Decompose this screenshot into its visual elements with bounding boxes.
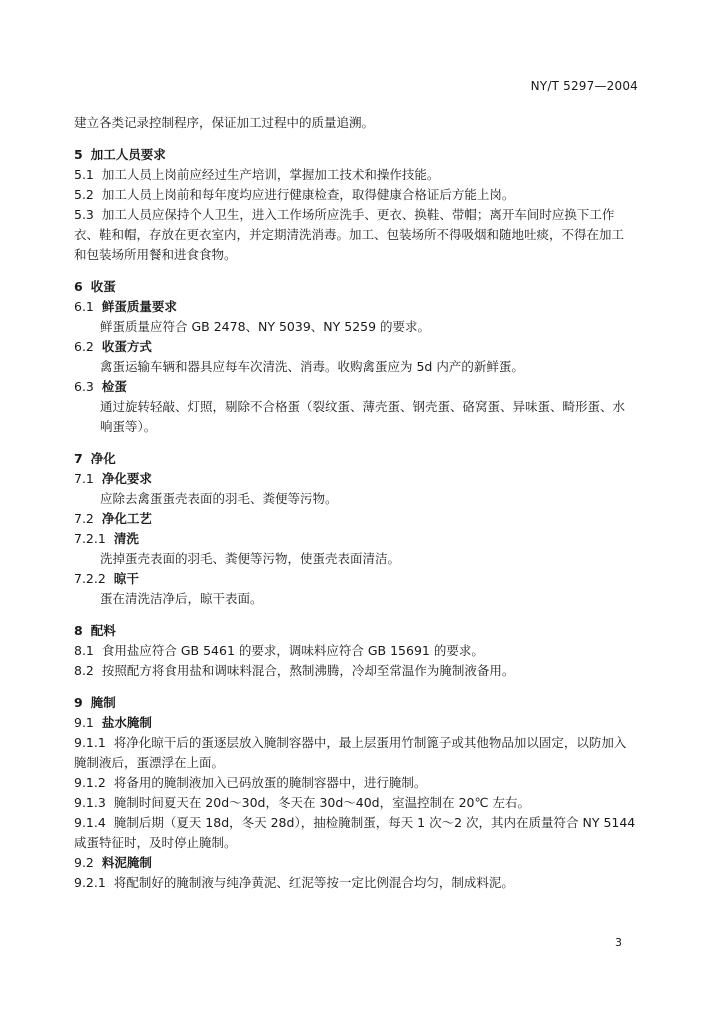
clause-paragraph xyxy=(74,773,636,793)
section-number: 5 xyxy=(74,147,83,162)
clause-text: 加工人员上岗前应经过生产培训，掌握加工技术和操作技能。 xyxy=(101,167,440,182)
body-paragraph xyxy=(74,357,636,377)
clause-number: 5.3 xyxy=(74,207,94,222)
body-paragraph xyxy=(74,397,636,437)
clause-number: 9.1.4 xyxy=(74,815,106,830)
clause-text: 按照配方将食用盐和调味料混合，熬制沸腾，冷却至常温作为腌制液备用。 xyxy=(101,663,515,678)
subsection-title: 料泥腌制 xyxy=(101,855,152,870)
page-number: 3 xyxy=(615,936,622,949)
paragraph-text: 禽蛋运输车辆和器具应每车次清洗、消毒。收购禽蛋应为 5d 内产的新鲜蛋。 xyxy=(100,359,524,374)
clause-number: 9.1.1 xyxy=(74,735,106,750)
section-heading xyxy=(74,277,636,297)
paragraph-text: 建立各类记录控制程序，保证加工过程中的质量追溯。 xyxy=(74,115,375,130)
clause-paragraph xyxy=(74,205,636,265)
subsection-heading xyxy=(74,853,636,873)
section-number: 8 xyxy=(74,623,83,638)
subsection-number: 9.2 xyxy=(74,855,94,870)
section-title: 收蛋 xyxy=(90,279,116,294)
subsection-number: 7.2 xyxy=(74,511,94,526)
clause-paragraph xyxy=(74,661,636,681)
subsection-title: 净化要求 xyxy=(101,471,152,486)
paragraph-text: 通过旋转轻敲、灯照，剔除不合格蛋（裂纹蛋、薄壳蛋、钢壳蛋、硌窝蛋、异味蛋、畸形蛋、水响蛋等）。 xyxy=(100,399,626,434)
paragraph-text: 鲜蛋质量应符合 GB 2478、NY 5039、NY 5259 的要求。 xyxy=(100,319,431,334)
section-heading xyxy=(74,693,636,713)
clause-paragraph xyxy=(74,813,636,853)
subsection-title: 净化工艺 xyxy=(101,511,152,526)
subsection-heading xyxy=(74,509,636,529)
subsection-number: 6.3 xyxy=(74,379,94,394)
paragraph-text: 洗掉蛋壳表面的羽毛、粪便等污物，使蛋壳表面清洁。 xyxy=(100,551,401,566)
subsection-number: 6.1 xyxy=(74,299,94,314)
subsection-title: 晾干 xyxy=(113,571,139,586)
section-heading xyxy=(74,449,636,469)
clause-text: 将净化晾干后的蛋逐层放入腌制容器中，最上层蛋用竹制篦子或其他物品加以固定，以防加入腌制液后，蛋漂浮在上面。 xyxy=(74,735,627,770)
subsection-title: 清洗 xyxy=(113,531,139,546)
clause-paragraph xyxy=(74,185,636,205)
subsection-heading xyxy=(74,529,636,549)
standard-code: NY/T 5297—2004 xyxy=(530,79,638,93)
clause-paragraph xyxy=(74,165,636,185)
section-number: 7 xyxy=(74,451,83,466)
clause-number: 9.1.2 xyxy=(74,775,106,790)
section-title: 配料 xyxy=(90,623,116,638)
section-title: 净化 xyxy=(90,451,116,466)
clause-paragraph xyxy=(74,793,636,813)
clause-text: 加工人员上岗前和每年度均应进行健康检查，取得健康合格证后方能上岗。 xyxy=(101,187,515,202)
body-paragraph xyxy=(74,489,636,509)
subsection-title: 盐水腌制 xyxy=(101,715,152,730)
subsection-number: 7.2.2 xyxy=(74,571,106,586)
clause-paragraph xyxy=(74,733,636,773)
clause-text: 食用盐应符合 GB 5461 的要求，调味料应符合 GB 15691 的要求。 xyxy=(101,643,484,658)
subsection-number: 6.2 xyxy=(74,339,94,354)
subsection-heading xyxy=(74,713,636,733)
subsection-number: 7.2.1 xyxy=(74,531,106,546)
clause-text: 加工人员应保持个人卫生，进入工作场所应洗手、更衣、换鞋、带帽；离开车间时应换下工作衣、鞋和帽，存放在更衣室内，并定期清洗消毒。加工、包装场所不得吸烟和随地吐痰，不得在加工和包装场所用餐和进食食物。 xyxy=(74,207,625,262)
clause-paragraph xyxy=(74,873,636,893)
subsection-heading xyxy=(74,297,636,317)
body-paragraph xyxy=(74,549,636,569)
subsection-number: 7.1 xyxy=(74,471,94,486)
clause-text: 腌制后期（夏天 18d，冬天 28d），抽检腌制蛋，每天 1 次～2 次，其内在质量符合 NY 5144 咸蛋特征时，及时停止腌制。 xyxy=(74,815,636,850)
clause-number: 5.1 xyxy=(74,167,94,182)
subsection-heading xyxy=(74,377,636,397)
clause-number: 9.1.3 xyxy=(74,795,106,810)
clause-number: 9.2.1 xyxy=(74,875,106,890)
section-heading xyxy=(74,145,636,165)
clause-number: 8.2 xyxy=(74,663,94,678)
clause-text: 腌制时间夏天在 20d～30d，冬天在 30d～40d，室温控制在 20℃ 左右。 xyxy=(113,795,531,810)
body-text xyxy=(74,113,636,133)
body-paragraph xyxy=(74,589,636,609)
subsection-heading xyxy=(74,337,636,357)
section-title: 加工人员要求 xyxy=(90,147,166,162)
subsection-heading xyxy=(74,469,636,489)
body-paragraph xyxy=(74,317,636,337)
clause-text: 将备用的腌制液加入已码放蛋的腌制容器中，进行腌制。 xyxy=(113,775,427,790)
clause-paragraph xyxy=(74,641,636,661)
document-body xyxy=(74,113,636,893)
section-title: 腌制 xyxy=(90,695,116,710)
clause-number: 8.1 xyxy=(74,643,94,658)
clause-number: 5.2 xyxy=(74,187,94,202)
subsection-heading xyxy=(74,569,636,589)
subsection-number: 9.1 xyxy=(74,715,94,730)
paragraph-text: 蛋在清洗洁净后，晾干表面。 xyxy=(100,591,263,606)
subsection-title: 检蛋 xyxy=(101,379,127,394)
subsection-title: 收蛋方式 xyxy=(101,339,152,354)
section-number: 6 xyxy=(74,279,83,294)
clause-text: 将配制好的腌制液与纯净黄泥、红泥等按一定比例混合均匀，制成料泥。 xyxy=(113,875,514,890)
section-heading xyxy=(74,621,636,641)
paragraph-text: 应除去禽蛋蛋壳表面的羽毛、粪便等污物。 xyxy=(100,491,338,506)
subsection-title: 鲜蛋质量要求 xyxy=(101,299,177,314)
section-number: 9 xyxy=(74,695,83,710)
